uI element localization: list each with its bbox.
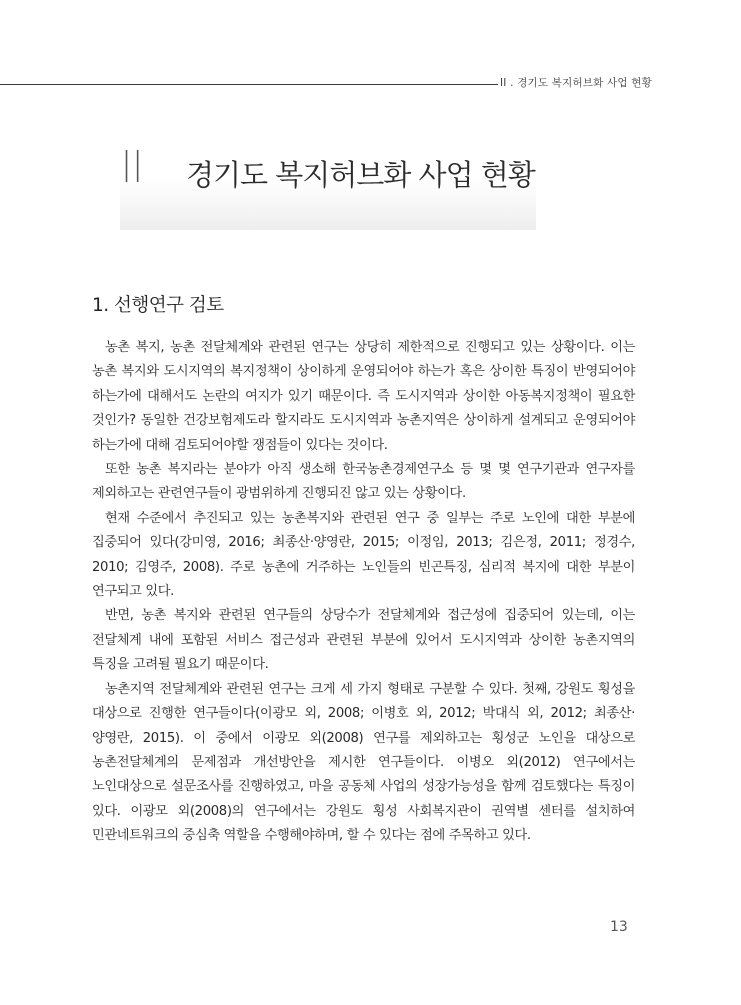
chapter-number: II <box>122 142 145 193</box>
paragraph: 반면, 농촌 복지와 관련된 연구들의 상당수가 전달체계와 접근성에 집중되어 있는데, 이는 전달체계 내에 포함된 서비스 접근성과 관련된 부분에 있어서 도시지역과 상이한 농촌지역의 특징을 고려될 필요기 때문이다. <box>92 608 635 673</box>
page-number: 13 <box>610 919 628 935</box>
body-text <box>92 336 635 849</box>
paragraph: 농촌 복지, 농촌 전달체계와 관련된 연구는 상당히 제한적으로 진행되고 있는 상황이다. 이는 농촌 복지와 도시지역의 복지정책이 상이하게 운영되어야 하는가 혹은 상이한 특징이 반영되어야 하는가에 대해서도 논란의 여지가 있기 때문이다. 즉 도시지역과 상이한 아동복지정책이 필요한 것인가? 동일한 건강보험제도라 할지라도 도시지역과 농촌지역은 상이하게 설계되고 운영되어야 하는가에 대해 검토되어야할 쟁점들이 있다는 것이다. <box>92 340 635 453</box>
header-rule <box>0 84 498 85</box>
section-title: 1. 선행연구 검토 <box>92 295 224 316</box>
paragraph: 또한 농촌 복지라는 분야가 아직 생소해 한국농촌경제연구소 등 몇 몇 연구기관과 연구자를 제외하고는 관련연구들이 광범위하게 진행되진 않고 있는 상황이다. <box>92 462 635 502</box>
paragraph: 농촌지역 전달체계와 관련된 연구는 크게 세 가지 형태로 구분할 수 있다. 첫째, 강원도 횡성을 대상으로 진행한 연구들이다(이광모 외, 2008; 이병호 외, 2012; 박대식 외, 2012; 최종산·양영란, 2015). 이 중에서 이광모 외(2008) 연구를 제외하고는 횡성군 노인을 대상으로 농촌전달체계의 문제점과 개선방안을 제시한 연구들이다. 이병오 외(2012) 연구에서는 노인대상으로 설문조사를 진행하였고, 마을 공동체 사업의 성장가능성을 함께 검토했다는 특징이 있다. 이광모 외(2008)의 연구에서는 강원도 횡성 사회복지관이 권역별 센터를 설치하여 민관네트워크의 중심축 역할을 수행해야하며, 할 수 있다는 점에 주목하고 있다. <box>92 681 635 844</box>
paragraph: 현재 수준에서 추진되고 있는 농촌복지와 관련된 연구 중 일부는 주로 노인에 대한 부분에 집중되어 있다(강미영, 2016; 최종산·양영란, 2015; 이정임, 2013; 김은정, 2011; 정경수, 2010; 김영주, 2008). 주로 농촌에 거주하는 노인들의 빈곤특징, 심리적 복지에 대한 부분이 연구되고 있다. <box>92 510 635 600</box>
running-head: II . 경기도 복지허브화 사업 현황 <box>500 77 652 89</box>
chapter-title: 경기도 복지허브화 사업 현황 <box>186 158 535 192</box>
